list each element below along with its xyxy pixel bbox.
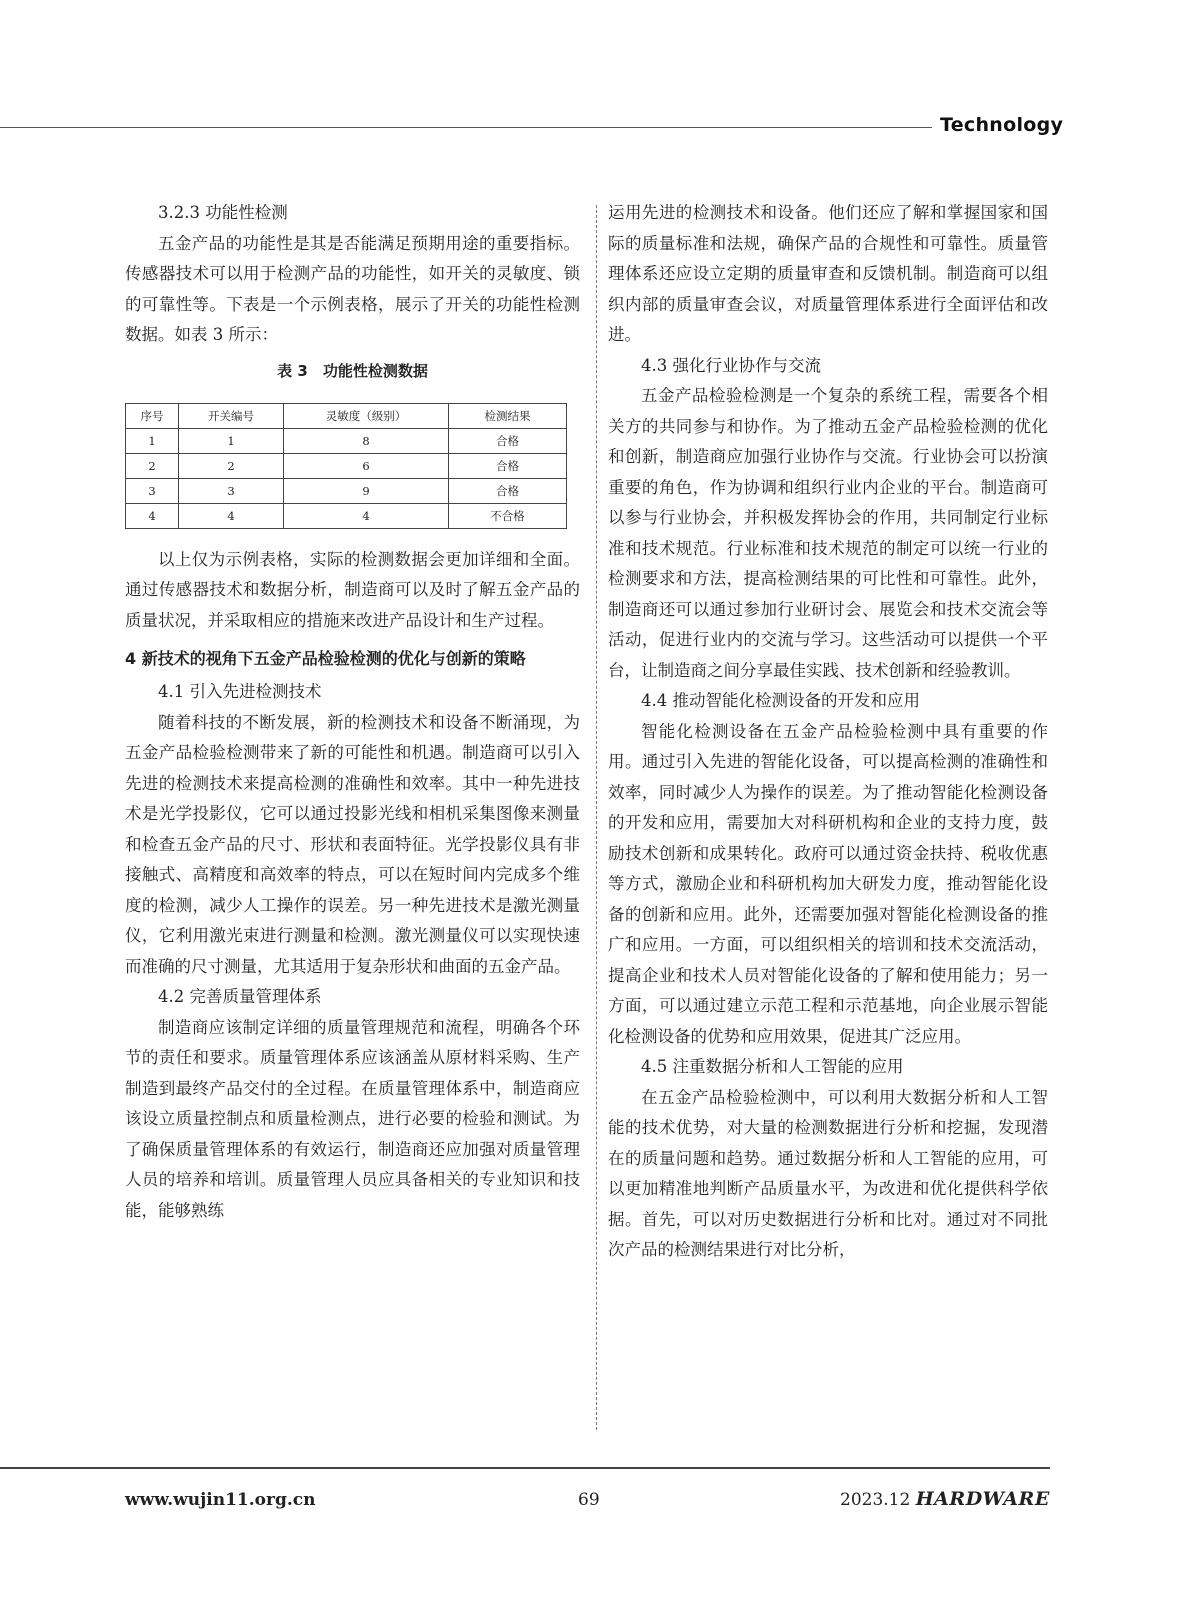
table-cell: 9 — [284, 478, 449, 503]
table-header-cell: 开关编号 — [179, 403, 284, 428]
table-cell: 1 — [126, 428, 179, 453]
page-number: 69 — [578, 1490, 600, 1510]
magazine-name: HARDWARE — [915, 1488, 1050, 1510]
functional-test-table — [125, 403, 567, 529]
footer-rule — [0, 1467, 1050, 1469]
table-cell: 3 — [179, 478, 284, 503]
heading-3-2-3: 3.2.3 功能性检测 — [158, 203, 288, 222]
table-cell: 合格 — [449, 478, 567, 503]
paragraph-after-table: 以上仅为示例表格，实际的检测数据会更加详细和全面。通过传感器技术和数据分析，制造商可以及时了解五金产品的质量状况，并采取相应的措施来改进产品设计和生产过程。 — [125, 549, 580, 630]
paragraph-4-4: 智能化检测设备在五金产品检验检测中具有重要的作用。通过引入先进的智能化设备，可以提高检测的准确性和效率，同时减少人为操作的误差。为了推动智能化检测设备的开发和应用，需要加大对科研机构和企业的支持力度，鼓励技术创新和成果转化。政府可以通过资金扶持、税收优惠等方式，激励企业和科研机构加大研发力度，推动智能化设备的创新和应用。此外，还需要加强对智能化检测设备的推广和应用。一方面，可以组织相关的培训和技术交流活动，提高企业和技术人员对智能化设备的了解和使用能力；另一方面，可以通过建立示范工程和示范基地，向企业展示智能化检测设备的优势和应用效果，促进其广泛应用。 — [608, 721, 1048, 1046]
table-row — [126, 453, 567, 478]
table-row — [126, 503, 567, 528]
table-cell: 合格 — [449, 453, 567, 478]
paragraph-functional-test: 五金产品的功能性是其是否能满足预期用途的重要指标。传感器技术可以用于检测产品的功能性，如开关的灵敏度、锁的可靠性等。下表是一个示例表格，展示了开关的功能性检测数据。如表 3 所示： — [125, 233, 580, 344]
paragraph-4-2: 制造商应该制定详细的质量管理规范和流程，明确各个环节的责任和要求。质量管理体系应该涵盖从原材料采购、生产制造到最终产品交付的全过程。在质量管理体系中，制造商应该设立质量控制点和质量检测点，进行必要的检验和测试。为了确保质量管理体系的有效运行，制造商还应加强对质量管理人员的培养和培训。质量管理人员应具备相关的专业知识和技能，能够熟练 — [125, 1017, 580, 1220]
paragraph-4-2-continued: 运用先进的检测技术和设备。他们还应了解和掌握国家和国际的质量标准和法规，确保产品的合规性和可靠性。质量管理体系还应设立定期的质量审查和反馈机制。制造商可以组织内部的质量审查会议，对质量管理体系进行全面评估和改进。 — [608, 203, 1048, 344]
table-row — [126, 478, 567, 503]
table-row — [126, 428, 567, 453]
section-tag: Technology — [940, 114, 1064, 136]
footer-website: www.wujin11.org.cn — [125, 1490, 316, 1510]
header-rule — [0, 127, 932, 128]
table-cell: 3 — [126, 478, 179, 503]
issue-date: 2023.12 — [840, 1490, 911, 1510]
heading-4-2: 4.2 完善质量管理体系 — [158, 987, 322, 1006]
table-header-row — [126, 403, 567, 428]
table-header-cell: 序号 — [126, 403, 179, 428]
heading-4-1: 4.1 引入先进检测技术 — [158, 682, 322, 701]
table-title: 表 3 功能性检测数据 — [277, 361, 428, 380]
right-column — [608, 198, 1048, 1266]
table-cell: 6 — [284, 453, 449, 478]
heading-4-5: 4.5 注重数据分析和人工智能的应用 — [641, 1057, 904, 1076]
heading-4-4: 4.4 推动智能化检测设备的开发和应用 — [641, 691, 920, 710]
table-cell: 不合格 — [449, 503, 567, 528]
table-cell: 2 — [126, 453, 179, 478]
paragraph-4-3: 五金产品检验检测是一个复杂的系统工程，需要各个相关方的共同参与和协作。为了推动五金产品检验检测的优化和创新，制造商应加强行业协作与交流。行业协会可以扮演重要的角色，作为协调和组织行业内企业的平台。制造商可以参与行业协会，并积极发挥协会的作用，共同制定行业标准和技术规范。行业标准和技术规范的制定可以统一行业的检测要求和方法，提高检测结果的可比性和可靠性。此外，制造商还可以通过参加行业研讨会、展览会和技术交流会等活动，促进行业内的交流与学习。这些活动可以提供一个平台，让制造商之间分享最佳实践、技术创新和经验教训。 — [608, 386, 1048, 680]
table-cell: 4 — [179, 503, 284, 528]
table-header-cell: 灵敏度（级别） — [284, 403, 449, 428]
table-cell: 4 — [126, 503, 179, 528]
paragraph-4-5: 在五金产品检验检测中，可以利用大数据分析和人工智能的技术优势，对大量的检测数据进行分析和挖掘，发现潜在的质量问题和趋势。通过数据分析和人工智能的应用，可以更加精准地判断产品质量水平，为改进和优化提供科学依据。首先，可以对历史数据进行分析和比对。通过对不同批次产品的检测结果进行对比分析， — [608, 1087, 1048, 1259]
table-cell: 8 — [284, 428, 449, 453]
table-cell: 4 — [284, 503, 449, 528]
column-divider — [596, 205, 597, 1430]
table-cell: 1 — [179, 428, 284, 453]
table-cell: 合格 — [449, 428, 567, 453]
table-cell: 2 — [179, 453, 284, 478]
heading-section-4: 4 新技术的视角下五金产品检验检测的优化与创新的策略 — [125, 649, 526, 668]
paragraph-4-1: 随着科技的不断发展，新的检测技术和设备不断涌现，为五金产品检验检测带来了新的可能性和机遇。制造商可以引入先进的检测技术来提高检测的准确性和效率。其中一种先进技术是光学投影仪，它可以通过投影光线和相机采集图像来测量和检查五金产品的尺寸、形状和表面特征。光学投影仪具有非接触式、高精度和高效率的特点，可以在短时间内完成多个维度的检测，减少人工操作的误差。另一种先进技术是激光测量仪，它利用激光束进行测量和检测。激光测量仪可以实现快速而准确的尺寸测量，尤其适用于复杂形状和曲面的五金产品。 — [125, 712, 580, 976]
table-header-cell: 检测结果 — [449, 403, 567, 428]
footer-issue — [840, 1488, 1050, 1510]
left-column — [125, 198, 580, 1226]
heading-4-3: 4.3 强化行业协作与交流 — [641, 355, 821, 375]
